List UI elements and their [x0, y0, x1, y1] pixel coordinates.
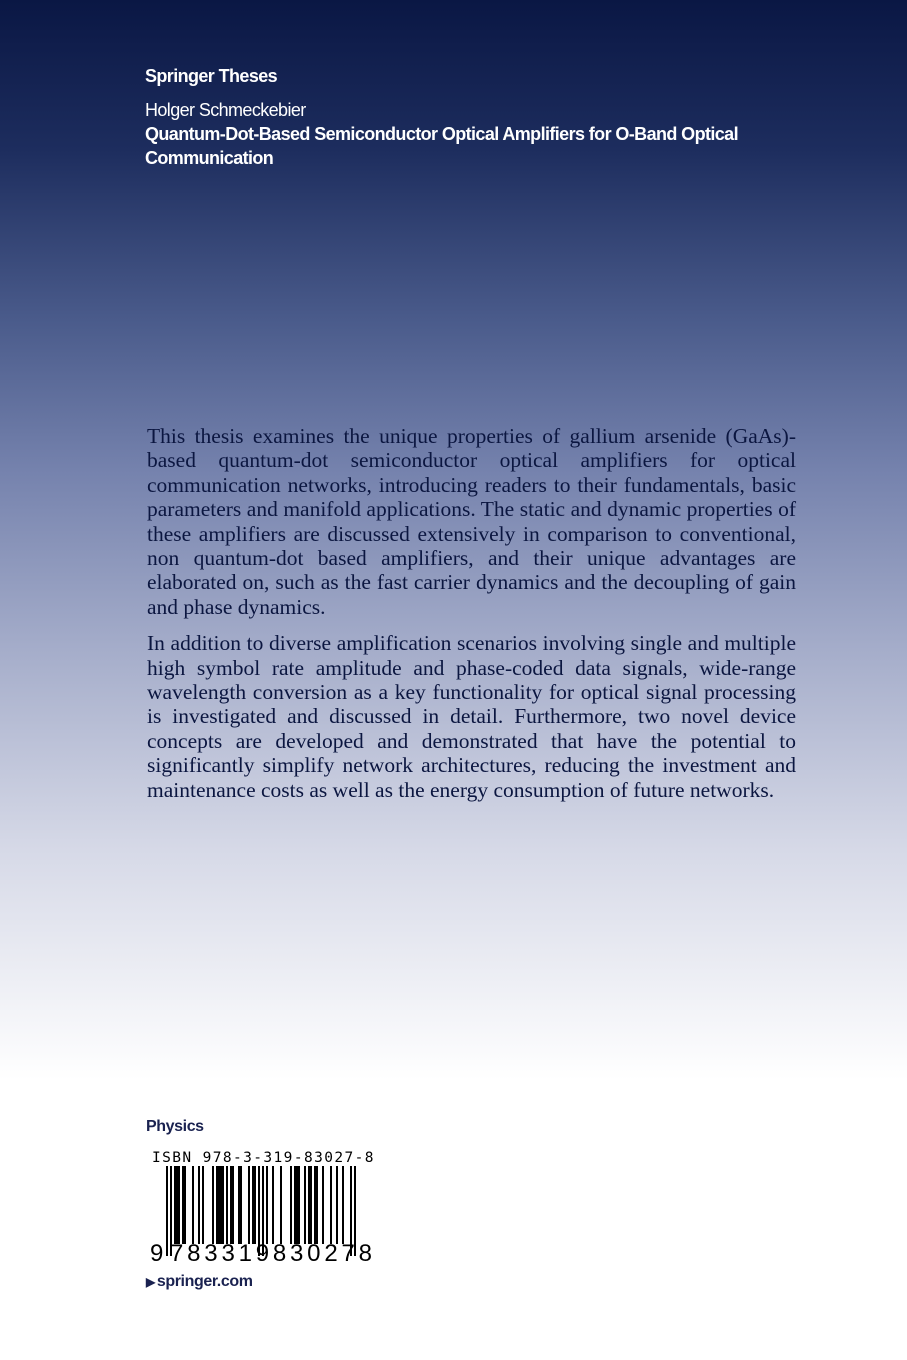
barcode-bar: [238, 1166, 240, 1244]
triangle-right-icon: ▶: [146, 1275, 155, 1289]
barcode-bar: [314, 1166, 316, 1244]
barcode-digits: 783319830278: [170, 1240, 376, 1267]
book-description: [147, 424, 796, 814]
barcode-first-digit: 9: [150, 1240, 164, 1267]
subject-label: Physics: [146, 1118, 204, 1135]
barcode-bar: [316, 1166, 318, 1244]
barcode-bar: [192, 1166, 194, 1244]
barcode-bar: [212, 1166, 214, 1244]
barcode-bar: [182, 1166, 184, 1244]
barcode-bar: [218, 1166, 220, 1244]
barcode-bar: [322, 1166, 324, 1244]
barcode-bar: [290, 1166, 292, 1244]
description-paragraph-2: In addition to diverse amplification scenarios involving single and multiple high symbol rate amplitude and phase-coded data signals, wide-range wavelength conversion as a key functionality for optical signal processing is investigated and discussed in detail. Furthermore, two novel device concepts are developed and demonstrated that have the potential to significantly simplify network architectures, reducing the investment and maintenance costs as well as the energy consumption of future networks.: [147, 631, 796, 802]
series-name: Springer Theses: [145, 66, 278, 86]
barcode-bar: [240, 1166, 242, 1244]
book-title: Quantum-Dot-Based Semiconductor Optical Amplifiers for O-Band Optical Communication: [145, 124, 738, 168]
barcode-bar: [220, 1166, 222, 1244]
barcode-bar: [294, 1166, 296, 1244]
barcode-bar: [178, 1166, 180, 1244]
barcode-bar: [272, 1166, 274, 1244]
barcode-bar: [308, 1166, 310, 1244]
cover-header: [145, 64, 765, 170]
barcode-bar: [166, 1166, 168, 1256]
barcode-bar: [226, 1166, 228, 1244]
barcode-bar: [342, 1166, 344, 1244]
barcode-bar: [254, 1166, 256, 1244]
barcode-bar: [230, 1166, 232, 1244]
barcode-bar: [202, 1166, 204, 1244]
barcode-bar: [336, 1166, 338, 1244]
author-name: Holger Schmeckebier: [145, 100, 306, 120]
barcode-bar: [296, 1166, 298, 1244]
barcode-bar: [304, 1166, 306, 1244]
isbn-label: ISBN 978-3-319-83027-8: [152, 1150, 375, 1166]
barcode-bar: [248, 1166, 250, 1244]
barcode-bar: [298, 1166, 300, 1244]
barcode-bar: [280, 1166, 282, 1244]
barcode-bar: [310, 1166, 312, 1244]
barcode-bar: [176, 1166, 178, 1244]
description-paragraph-1: This thesis examines the unique properties of gallium arsenide (GaAs)-based quantum-dot semiconductor optical amplifiers for optical communication networks, introducing readers to their fundamentals, basic parameters and manifold applications. The static and dynamic properties of these amplifiers are discussed extensively in comparison to conventional, non quantum-dot based amplifiers, and their unique advantages are elaborated on, such as the fast carrier dynamics and the decoupling of gain and phase dynamics.: [147, 424, 796, 619]
website-label: springer.com: [156, 1273, 253, 1290]
barcode-bar: [252, 1166, 254, 1244]
barcode-bar: [222, 1166, 224, 1244]
website-link[interactable]: [146, 1273, 253, 1291]
barcode-bar: [266, 1166, 268, 1244]
barcode-bar: [198, 1166, 200, 1244]
barcode-bar: [184, 1166, 186, 1244]
barcode-bar: [330, 1166, 332, 1244]
barcode-bar: [216, 1166, 218, 1244]
barcode-bar: [174, 1166, 176, 1244]
barcode-bar: [232, 1166, 234, 1244]
